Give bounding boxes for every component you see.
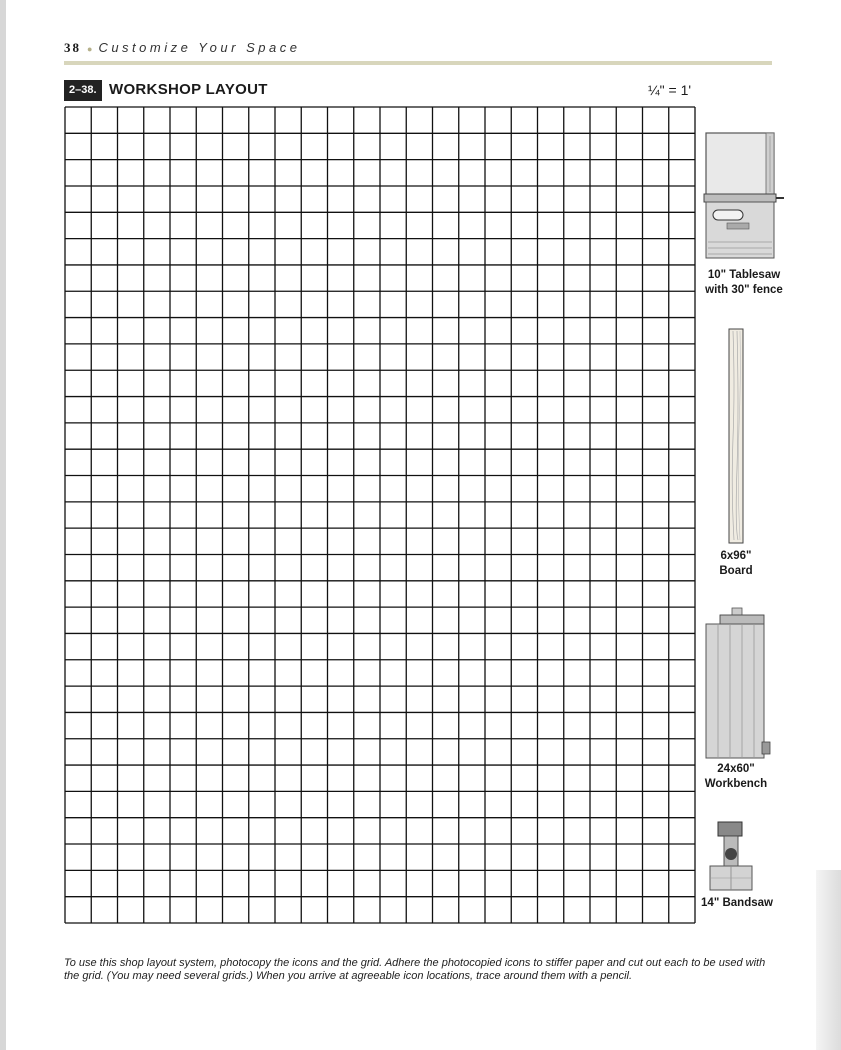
page-edge-shadow bbox=[816, 870, 841, 1050]
bandsaw-label bbox=[692, 896, 782, 911]
tablesaw-icon bbox=[703, 130, 785, 266]
figure-number: 2–38. bbox=[64, 80, 102, 101]
board-label bbox=[696, 549, 776, 579]
board-label-line1: 6x96" bbox=[720, 550, 752, 562]
tablesaw-label-line2: with 30" fence bbox=[705, 284, 783, 296]
layout-grid bbox=[64, 106, 696, 924]
board-label-line2: Board bbox=[719, 565, 753, 577]
header-rule bbox=[64, 61, 772, 65]
page-number: 38 bbox=[64, 40, 81, 55]
figure-title: WORKSHOP LAYOUT bbox=[109, 81, 268, 98]
bandsaw-icon bbox=[706, 820, 758, 892]
tablesaw-label-line1: 10" Tablesaw bbox=[707, 269, 781, 281]
header-bullet-icon: ● bbox=[87, 44, 93, 54]
workbench-label bbox=[696, 762, 776, 792]
figure-caption: To use this shop layout system, photocopy the icons and the grid. Adhere the photocopied icons to stiffer paper and cut out each to be used with the grid. (You may need several grids.) When you arrive at agreeable icon locations, trace around them with a pencil. bbox=[64, 957, 766, 982]
scale-note: ¼" = 1' bbox=[648, 82, 692, 98]
running-title: Customize Your Space bbox=[98, 40, 301, 55]
workbench-icon bbox=[704, 606, 776, 760]
tablesaw-label bbox=[696, 268, 792, 298]
board-icon bbox=[728, 328, 744, 544]
page-header bbox=[64, 40, 300, 56]
workbench-label-line2: Workbench bbox=[704, 778, 768, 790]
binding-shadow bbox=[0, 0, 6, 1050]
workbench-label-line1: 24x60" bbox=[717, 763, 755, 775]
bandsaw-label-line1: 14" Bandsaw bbox=[701, 897, 773, 909]
